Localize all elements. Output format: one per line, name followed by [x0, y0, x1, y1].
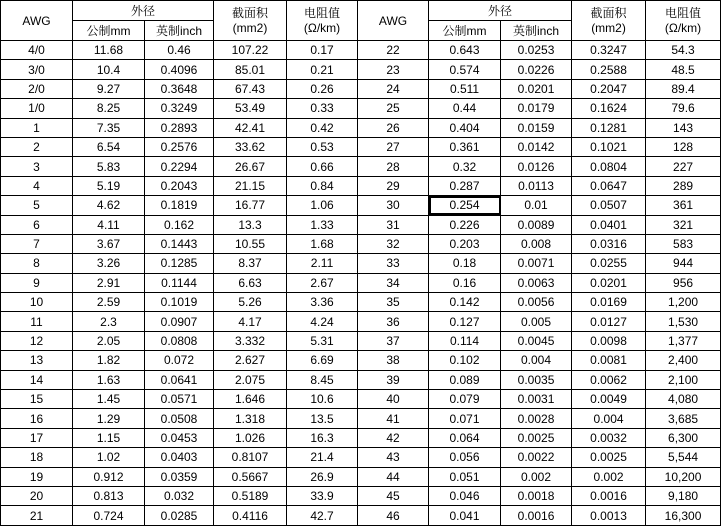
- right-cell[interactable]: 29: [358, 176, 429, 195]
- header-area-line1: 截面积: [232, 5, 269, 20]
- right-cell[interactable]: 22: [358, 41, 429, 60]
- right-cell[interactable]: 0.0507: [572, 196, 646, 215]
- right-cell[interactable]: 10,200: [646, 467, 721, 486]
- left-cell[interactable]: 5: [1, 196, 73, 215]
- right-cell[interactable]: 0.089: [429, 370, 501, 389]
- right-cell[interactable]: 1,530: [646, 312, 721, 331]
- right-cell[interactable]: 35: [358, 293, 429, 312]
- right-cell[interactable]: 0.002: [572, 467, 646, 486]
- left-cell[interactable]: 0.0403: [145, 448, 214, 467]
- right-cell[interactable]: 0.0062: [572, 370, 646, 389]
- right-cell[interactable]: 34: [358, 273, 429, 292]
- left-cell[interactable]: 0.33: [287, 99, 358, 118]
- left-cell[interactable]: 0.17: [287, 41, 358, 60]
- right-cell[interactable]: 3,685: [646, 409, 721, 428]
- right-cell[interactable]: 0.041: [429, 506, 501, 525]
- left-cell[interactable]: 26.67: [214, 157, 287, 176]
- left-cell[interactable]: 67.43: [214, 79, 287, 98]
- right-cell[interactable]: 9,180: [646, 486, 721, 505]
- left-cell[interactable]: 0.162: [145, 215, 214, 234]
- left-cell[interactable]: 2.91: [73, 273, 145, 292]
- left-cell[interactable]: 0.84: [287, 176, 358, 195]
- right-cell[interactable]: 39: [358, 370, 429, 389]
- left-cell[interactable]: 6.54: [73, 137, 145, 156]
- right-cell[interactable]: 6,300: [646, 428, 721, 447]
- right-cell[interactable]: 143: [646, 118, 721, 137]
- right-cell[interactable]: 0.0028: [501, 409, 572, 428]
- right-cell[interactable]: 0.643: [429, 41, 501, 60]
- table-row: [1, 370, 721, 389]
- header-od-inch[interactable]: 英制inch: [145, 21, 214, 41]
- right-cell[interactable]: 42: [358, 428, 429, 447]
- left-cell[interactable]: 0.1285: [145, 254, 214, 273]
- left-cell[interactable]: 21.15: [214, 176, 287, 195]
- left-cell[interactable]: 0.813: [73, 486, 145, 505]
- right-cell[interactable]: 0.1021: [572, 137, 646, 156]
- right-cell[interactable]: 4,080: [646, 390, 721, 409]
- table-row: [1, 467, 721, 486]
- left-cell[interactable]: 5.26: [214, 293, 287, 312]
- left-cell[interactable]: 0.8107: [214, 448, 287, 467]
- table-row: [1, 428, 721, 447]
- left-cell[interactable]: 0.912: [73, 467, 145, 486]
- left-cell[interactable]: 1.63: [73, 370, 145, 389]
- left-cell[interactable]: 14: [1, 370, 73, 389]
- left-cell[interactable]: 1.45: [73, 390, 145, 409]
- left-cell[interactable]: 2.3: [73, 312, 145, 331]
- left-cell[interactable]: 0.0571: [145, 390, 214, 409]
- table-row: [1, 99, 721, 118]
- left-cell[interactable]: 10.55: [214, 234, 287, 253]
- left-cell[interactable]: 0.2043: [145, 176, 214, 195]
- right-cell[interactable]: 0.0113: [501, 176, 572, 195]
- left-cell[interactable]: 18: [1, 448, 73, 467]
- right-cell[interactable]: 0.0201: [572, 273, 646, 292]
- right-cell[interactable]: 0.44: [429, 99, 501, 118]
- right-cell[interactable]: 0.18: [429, 254, 501, 273]
- left-cell[interactable]: 0.21: [287, 60, 358, 79]
- left-cell[interactable]: 15: [1, 390, 73, 409]
- table-row: [1, 486, 721, 505]
- left-cell[interactable]: 2.075: [214, 370, 287, 389]
- right-cell[interactable]: 0.0142: [501, 137, 572, 156]
- header-resistance-right[interactable]: [646, 1, 721, 41]
- left-cell[interactable]: 4.11: [73, 215, 145, 234]
- left-cell[interactable]: 0.032: [145, 486, 214, 505]
- left-cell[interactable]: 1: [1, 118, 73, 137]
- left-cell[interactable]: 9.27: [73, 79, 145, 98]
- header-awg[interactable]: AWG: [1, 1, 73, 41]
- right-cell[interactable]: 0.1281: [572, 118, 646, 137]
- left-cell[interactable]: 2.59: [73, 293, 145, 312]
- left-cell[interactable]: 4.62: [73, 196, 145, 215]
- left-cell[interactable]: 85.01: [214, 60, 287, 79]
- header-resistance[interactable]: [287, 1, 358, 41]
- right-cell[interactable]: 289: [646, 176, 721, 195]
- right-cell[interactable]: 0.511: [429, 79, 501, 98]
- left-cell[interactable]: 2.05: [73, 331, 145, 350]
- right-cell[interactable]: 0.0255: [572, 254, 646, 273]
- right-cell[interactable]: 227: [646, 157, 721, 176]
- left-cell[interactable]: 2.67: [287, 273, 358, 292]
- right-cell[interactable]: 0.0045: [501, 331, 572, 350]
- header-area-right[interactable]: [572, 1, 646, 41]
- left-cell[interactable]: 0.46: [145, 41, 214, 60]
- right-cell[interactable]: 0.051: [429, 467, 501, 486]
- left-cell[interactable]: 1.82: [73, 351, 145, 370]
- header-resistance-right-line2: (Ω/km): [664, 20, 702, 35]
- left-cell[interactable]: 21: [1, 506, 73, 525]
- left-cell[interactable]: 3: [1, 157, 73, 176]
- right-cell[interactable]: 0.0089: [501, 215, 572, 234]
- left-cell[interactable]: 8.37: [214, 254, 287, 273]
- header-resistance-line2: (Ω/km): [303, 20, 341, 35]
- left-cell[interactable]: 5.83: [73, 157, 145, 176]
- right-cell[interactable]: 0.0804: [572, 157, 646, 176]
- left-cell[interactable]: 0.66: [287, 157, 358, 176]
- right-cell[interactable]: 0.574: [429, 60, 501, 79]
- right-cell[interactable]: 0.0016: [501, 506, 572, 525]
- right-cell[interactable]: 2,400: [646, 351, 721, 370]
- right-cell[interactable]: 0.1624: [572, 99, 646, 118]
- left-cell[interactable]: 6.69: [287, 351, 358, 370]
- right-cell[interactable]: 41: [358, 409, 429, 428]
- left-cell[interactable]: 10.4: [73, 60, 145, 79]
- right-cell[interactable]: 0.16: [429, 273, 501, 292]
- right-cell[interactable]: 0.0126: [501, 157, 572, 176]
- left-cell[interactable]: 20: [1, 486, 73, 505]
- right-cell[interactable]: 0.056: [429, 448, 501, 467]
- right-cell[interactable]: 0.0081: [572, 351, 646, 370]
- right-cell[interactable]: 0.01: [501, 196, 572, 215]
- left-cell[interactable]: 1.646: [214, 390, 287, 409]
- right-cell[interactable]: 0.127: [429, 312, 501, 331]
- left-cell[interactable]: 0.5667: [214, 467, 287, 486]
- right-cell[interactable]: 0.0022: [501, 448, 572, 467]
- left-cell[interactable]: 5.19: [73, 176, 145, 195]
- right-cell[interactable]: 0.008: [501, 234, 572, 253]
- left-cell[interactable]: 0.4116: [214, 506, 287, 525]
- left-cell[interactable]: 0.53: [287, 137, 358, 156]
- left-cell[interactable]: 4.24: [287, 312, 358, 331]
- header-outer-diameter-right[interactable]: 外径: [429, 1, 572, 21]
- left-cell[interactable]: 2/0: [1, 79, 73, 98]
- right-cell[interactable]: 89.4: [646, 79, 721, 98]
- right-cell[interactable]: 0.0169: [572, 293, 646, 312]
- left-cell[interactable]: 0.42: [287, 118, 358, 137]
- left-cell[interactable]: 0.072: [145, 351, 214, 370]
- left-cell[interactable]: 7: [1, 234, 73, 253]
- right-cell[interactable]: 128: [646, 137, 721, 156]
- left-cell[interactable]: 1.68: [287, 234, 358, 253]
- header-resistance-line1: 电阻值: [304, 5, 341, 20]
- table-row: [1, 273, 721, 292]
- left-cell[interactable]: 0.0359: [145, 467, 214, 486]
- left-cell[interactable]: 1.318: [214, 409, 287, 428]
- left-cell[interactable]: 17: [1, 428, 73, 447]
- table-row: [1, 176, 721, 195]
- right-cell[interactable]: 0.102: [429, 351, 501, 370]
- right-cell[interactable]: 0.0127: [572, 312, 646, 331]
- table-row: [1, 409, 721, 428]
- table-row: [1, 293, 721, 312]
- right-cell[interactable]: 0.203: [429, 234, 501, 253]
- right-cell[interactable]: 0.0647: [572, 176, 646, 195]
- right-cell[interactable]: 0.0025: [572, 448, 646, 467]
- left-cell[interactable]: 0.0641: [145, 370, 214, 389]
- right-cell[interactable]: 0.0098: [572, 331, 646, 350]
- right-cell[interactable]: 48.5: [646, 60, 721, 79]
- left-cell[interactable]: 10.6: [287, 390, 358, 409]
- left-cell[interactable]: 4/0: [1, 41, 73, 60]
- table-body: [1, 41, 721, 526]
- left-cell[interactable]: 19: [1, 467, 73, 486]
- left-cell[interactable]: 0.0808: [145, 331, 214, 350]
- right-cell[interactable]: 0.2588: [572, 60, 646, 79]
- left-cell[interactable]: 11: [1, 312, 73, 331]
- header-area-line2: (mm2): [232, 20, 268, 35]
- right-cell[interactable]: 0.361: [429, 137, 501, 156]
- table-row: [1, 215, 721, 234]
- table-row: [1, 41, 721, 60]
- left-cell[interactable]: 8.45: [287, 370, 358, 389]
- left-cell[interactable]: 16: [1, 409, 73, 428]
- right-cell[interactable]: 16,300: [646, 506, 721, 525]
- right-cell[interactable]: 0.002: [501, 467, 572, 486]
- left-cell[interactable]: 16.3: [287, 428, 358, 447]
- left-cell[interactable]: 0.0285: [145, 506, 214, 525]
- left-cell[interactable]: 13: [1, 351, 73, 370]
- right-cell[interactable]: 0.004: [572, 409, 646, 428]
- right-cell[interactable]: 1,200: [646, 293, 721, 312]
- left-cell[interactable]: 0.2294: [145, 157, 214, 176]
- left-cell[interactable]: 0.1819: [145, 196, 214, 215]
- right-cell[interactable]: 0.3247: [572, 41, 646, 60]
- right-cell[interactable]: 0.114: [429, 331, 501, 350]
- left-cell[interactable]: 42.7: [287, 506, 358, 525]
- right-cell[interactable]: 2,100: [646, 370, 721, 389]
- header-awg-right[interactable]: AWG: [358, 1, 429, 41]
- right-cell[interactable]: 0.004: [501, 351, 572, 370]
- right-cell[interactable]: 0.0049: [572, 390, 646, 409]
- right-cell[interactable]: 0.0071: [501, 254, 572, 273]
- left-cell[interactable]: 1.02: [73, 448, 145, 467]
- table-row: [1, 331, 721, 350]
- right-cell[interactable]: 0.32: [429, 157, 501, 176]
- table-row: [1, 79, 721, 98]
- right-cell[interactable]: 0.287: [429, 176, 501, 195]
- right-cell[interactable]: 0.0016: [572, 486, 646, 505]
- left-cell[interactable]: 33.9: [287, 486, 358, 505]
- right-cell[interactable]: 0.079: [429, 390, 501, 409]
- right-cell[interactable]: 0.0031: [501, 390, 572, 409]
- left-cell[interactable]: 0.0907: [145, 312, 214, 331]
- table-row: [1, 448, 721, 467]
- left-cell[interactable]: 0.4096: [145, 60, 214, 79]
- right-cell[interactable]: 36: [358, 312, 429, 331]
- right-cell[interactable]: 0.254: [429, 196, 501, 215]
- right-cell[interactable]: 0.226: [429, 215, 501, 234]
- left-cell[interactable]: 13.3: [214, 215, 287, 234]
- right-cell[interactable]: 5,544: [646, 448, 721, 467]
- table-row: [1, 60, 721, 79]
- left-cell[interactable]: 2: [1, 137, 73, 156]
- header-area-right-line1: 截面积: [590, 5, 627, 20]
- left-cell[interactable]: 4: [1, 176, 73, 195]
- left-cell[interactable]: 6: [1, 215, 73, 234]
- header-od-inch-right[interactable]: 英制inch: [501, 21, 572, 41]
- right-cell[interactable]: 25: [358, 99, 429, 118]
- right-cell[interactable]: 0.142: [429, 293, 501, 312]
- right-cell[interactable]: 583: [646, 234, 721, 253]
- right-cell[interactable]: 0.0179: [501, 99, 572, 118]
- left-cell[interactable]: 5.31: [287, 331, 358, 350]
- header-resistance-right-line1: 电阻值: [665, 5, 702, 20]
- left-cell[interactable]: 3.67: [73, 234, 145, 253]
- right-cell[interactable]: 0.0035: [501, 370, 572, 389]
- right-cell[interactable]: 0.0201: [501, 79, 572, 98]
- right-cell[interactable]: 0.071: [429, 409, 501, 428]
- left-cell[interactable]: 16.77: [214, 196, 287, 215]
- left-cell[interactable]: 0.2893: [145, 118, 214, 137]
- left-cell[interactable]: 1.06: [287, 196, 358, 215]
- table-row: [1, 254, 721, 273]
- right-cell[interactable]: 26: [358, 118, 429, 137]
- right-cell[interactable]: 361: [646, 196, 721, 215]
- header-od-mm[interactable]: 公制mm: [73, 21, 145, 41]
- left-cell[interactable]: 10: [1, 293, 73, 312]
- left-cell[interactable]: 0.724: [73, 506, 145, 525]
- right-cell[interactable]: 0.0253: [501, 41, 572, 60]
- header-od-mm-right[interactable]: 公制mm: [429, 21, 501, 41]
- left-cell[interactable]: 1.29: [73, 409, 145, 428]
- left-cell[interactable]: 6.63: [214, 273, 287, 292]
- right-cell[interactable]: 45: [358, 486, 429, 505]
- left-cell[interactable]: 8.25: [73, 99, 145, 118]
- right-cell[interactable]: 0.404: [429, 118, 501, 137]
- right-cell[interactable]: 0.0159: [501, 118, 572, 137]
- right-cell[interactable]: 944: [646, 254, 721, 273]
- header-area[interactable]: [214, 1, 287, 41]
- table-row: [1, 137, 721, 156]
- right-cell[interactable]: 0.0032: [572, 428, 646, 447]
- table-row: [1, 312, 721, 331]
- right-cell[interactable]: 0.0018: [501, 486, 572, 505]
- right-cell[interactable]: 32: [358, 234, 429, 253]
- left-cell[interactable]: 2.627: [214, 351, 287, 370]
- right-cell[interactable]: 24: [358, 79, 429, 98]
- right-cell[interactable]: 1,377: [646, 331, 721, 350]
- left-cell[interactable]: 0.0508: [145, 409, 214, 428]
- right-cell[interactable]: 321: [646, 215, 721, 234]
- left-cell[interactable]: 4.17: [214, 312, 287, 331]
- left-cell[interactable]: 53.49: [214, 99, 287, 118]
- table-row: [1, 351, 721, 370]
- right-cell[interactable]: 46: [358, 506, 429, 525]
- right-cell[interactable]: 0.0401: [572, 215, 646, 234]
- left-cell[interactable]: 1/0: [1, 99, 73, 118]
- left-cell[interactable]: 33.62: [214, 137, 287, 156]
- right-cell[interactable]: 31: [358, 215, 429, 234]
- right-cell[interactable]: 44: [358, 467, 429, 486]
- right-cell[interactable]: 0.0316: [572, 234, 646, 253]
- right-cell[interactable]: 956: [646, 273, 721, 292]
- left-cell[interactable]: 3/0: [1, 60, 73, 79]
- right-cell[interactable]: 0.0025: [501, 428, 572, 447]
- left-cell[interactable]: 7.35: [73, 118, 145, 137]
- right-cell[interactable]: 40: [358, 390, 429, 409]
- left-cell[interactable]: 9: [1, 273, 73, 292]
- right-cell[interactable]: 37: [358, 331, 429, 350]
- right-cell[interactable]: 27: [358, 137, 429, 156]
- left-cell[interactable]: 0.1019: [145, 293, 214, 312]
- right-cell[interactable]: 43: [358, 448, 429, 467]
- left-cell[interactable]: 0.1443: [145, 234, 214, 253]
- right-cell[interactable]: 0.005: [501, 312, 572, 331]
- right-cell[interactable]: 0.0056: [501, 293, 572, 312]
- table-row: [1, 390, 721, 409]
- left-cell[interactable]: 0.1144: [145, 273, 214, 292]
- left-cell[interactable]: 3.26: [73, 254, 145, 273]
- left-cell[interactable]: 21.4: [287, 448, 358, 467]
- right-cell[interactable]: 33: [358, 254, 429, 273]
- table-row: [1, 196, 721, 215]
- table-row: [1, 157, 721, 176]
- right-cell[interactable]: 0.0063: [501, 273, 572, 292]
- right-cell[interactable]: 0.0013: [572, 506, 646, 525]
- right-cell[interactable]: 54.3: [646, 41, 721, 60]
- table-row: [1, 234, 721, 253]
- header-outer-diameter[interactable]: 外径: [73, 1, 214, 21]
- left-cell[interactable]: 26.9: [287, 467, 358, 486]
- left-cell[interactable]: 1.15: [73, 428, 145, 447]
- right-cell[interactable]: 30: [358, 196, 429, 215]
- left-cell[interactable]: 0.3648: [145, 79, 214, 98]
- left-cell[interactable]: 0.5189: [214, 486, 287, 505]
- right-cell[interactable]: 38: [358, 351, 429, 370]
- left-cell[interactable]: 2.11: [287, 254, 358, 273]
- right-cell[interactable]: 0.064: [429, 428, 501, 447]
- left-cell[interactable]: 0.0453: [145, 428, 214, 447]
- left-cell[interactable]: 13.5: [287, 409, 358, 428]
- table-row: [1, 118, 721, 137]
- left-cell[interactable]: 12: [1, 331, 73, 350]
- right-cell[interactable]: 23: [358, 60, 429, 79]
- left-cell[interactable]: 11.68: [73, 41, 145, 60]
- right-cell[interactable]: 0.046: [429, 486, 501, 505]
- left-cell[interactable]: 107.22: [214, 41, 287, 60]
- left-cell[interactable]: 0.26: [287, 79, 358, 98]
- left-cell[interactable]: 1.026: [214, 428, 287, 447]
- left-cell[interactable]: 3.332: [214, 331, 287, 350]
- header-area-right-line2: (mm2): [591, 20, 626, 35]
- right-cell[interactable]: 0.0226: [501, 60, 572, 79]
- right-cell[interactable]: 0.2047: [572, 79, 646, 98]
- left-cell[interactable]: 42.41: [214, 118, 287, 137]
- left-cell[interactable]: 3.36: [287, 293, 358, 312]
- left-cell[interactable]: 8: [1, 254, 73, 273]
- left-cell[interactable]: 1.33: [287, 215, 358, 234]
- right-cell[interactable]: 79.6: [646, 99, 721, 118]
- left-cell[interactable]: 0.2576: [145, 137, 214, 156]
- left-cell[interactable]: 0.3249: [145, 99, 214, 118]
- right-cell[interactable]: 28: [358, 157, 429, 176]
